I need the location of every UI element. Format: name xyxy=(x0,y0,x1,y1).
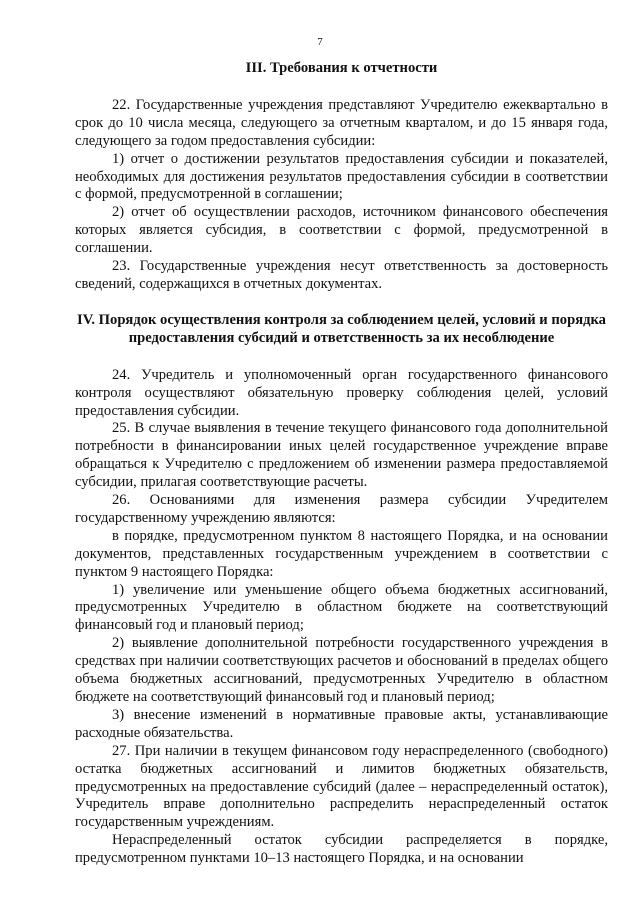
paragraph-22-item-1: 1) отчет о достижении результатов предоставления субсидии и показателей, необходимых для достижения результатов предоставления субсидии в соответствии с формой, предусмотренной в соглашении; xyxy=(75,150,608,203)
page-number: 7 xyxy=(317,36,323,48)
paragraph-26-item-3: 3) внесение изменений в нормативные правовые акты, устанавливающие расходные обязательства. xyxy=(75,706,608,741)
paragraph-26-item-1: 1) увеличение или уменьшение общего объема бюджетных ассигнований, предусмотренных Учредителю в областном бюджете на соответствующий финансовый год и плановый период; xyxy=(75,581,608,634)
paragraph-24: 24. Учредитель и уполномоченный орган государственного финансового контроля осуществляют обязательную проверку соблюдения целей, условий предоставления субсидии. xyxy=(75,366,608,419)
section-4-title: IV. Порядок осуществления контроля за соблюдением целей, условий и порядка предоставления субсидий и ответственность за их несоблюдение xyxy=(77,311,606,346)
paragraph-25: 25. В случае выявления в течение текущего финансового года дополнительной потребности в финансировании иных целей государственное учреждение вправе обращаться к Учредителю с предложением об изменении размера предоставляемой субсидии, прилагая соответствующие расчеты. xyxy=(75,420,608,491)
paragraph-22-item-2: 2) отчет об осуществлении расходов, источником финансового обеспечения которых является субсидия, в соответствии с формой, предусмотренной в соглашении. xyxy=(75,204,608,257)
paragraph-22: 22. Государственные учреждения представляют Учредителю ежеквартально в срок до 10 числа месяца, следующего за отчетным кварталом, и до 15 января года, следующего за годом предоставления субсидии: xyxy=(75,96,608,149)
section-3-title: III. Требования к отчетности xyxy=(245,60,438,76)
paragraph-27-continued: Нераспределенный остаток субсидии распределяется в порядке, предусмотренном пунктами 10–13 настоящего Порядка, и на основании xyxy=(75,832,608,867)
paragraph-26-intro: в порядке, предусмотренном пунктом 8 настоящего Порядка, и на основании документов, представленных государственным учреждением в соответствии с пунктом 9 настоящего Порядка: xyxy=(75,527,608,580)
paragraph-26: 26. Основаниями для изменения размера субсидии Учредителем государственному учреждению являются: xyxy=(75,492,608,526)
paragraph-23: 23. Государственные учреждения несут ответственность за достоверность сведений, содержащихся в отчетных документах. xyxy=(75,258,608,292)
paragraph-27: 27. При наличии в текущем финансовом году нераспределенного (свободного) остатка бюджетных ассигнований и лимитов бюджетных обязательств, предусмотренных на предоставление субсидий (далее – нераспределенный остаток), Учредитель вправе дополнительно распределить нераспределенный остаток государственным учреждениям. xyxy=(75,742,608,831)
paragraph-26-item-2: 2) выявление дополнительной потребности государственного учреждения в средствах при наличии соответствующих расчетов и обоснований в пределах общего объема бюджетных ассигнований, предусмотренных Учредителю в областном бюджете на соответствующий финансовый год и плановый период; xyxy=(75,635,608,705)
document-body xyxy=(75,60,608,868)
